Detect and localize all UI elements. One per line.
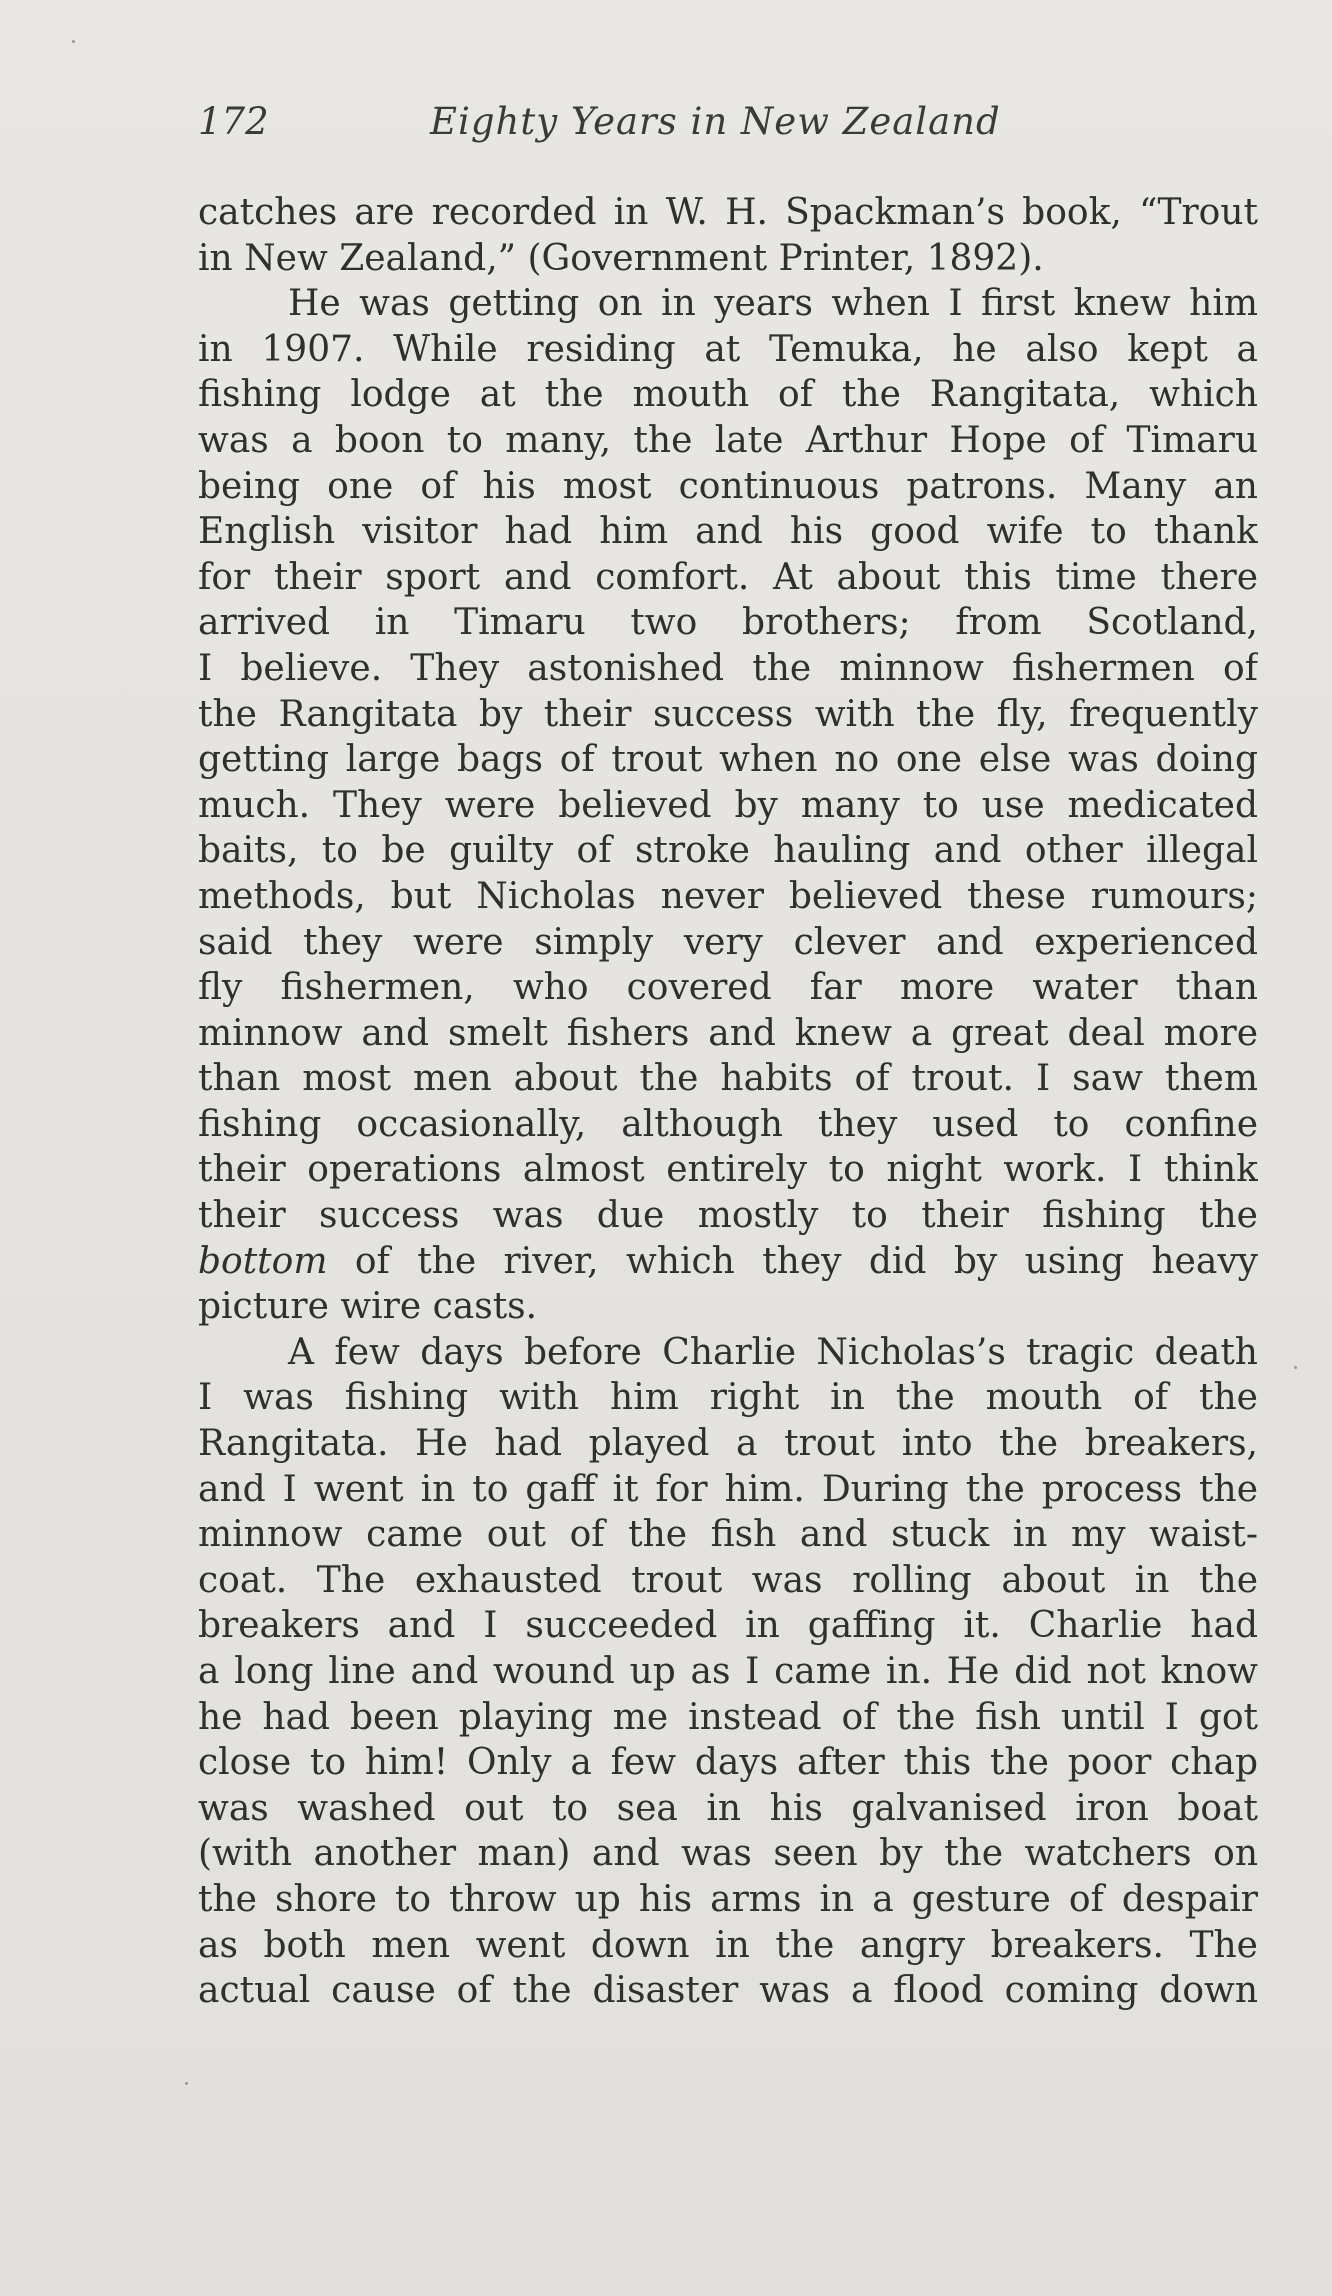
running-head <box>198 100 1258 160</box>
text-line: in New Zealand,” (Government Printer, 1892). <box>198 237 1044 279</box>
running-title: Eighty Years in New Zealand <box>430 100 1001 143</box>
text-line: he had been playing me instead of the fish until I got <box>198 1696 1258 1738</box>
text-line: as both men went down in the angry breakers. The <box>198 1924 1258 1966</box>
text-line: fly fishermen, who covered far more water than <box>198 967 1258 1009</box>
text-line: being one of his most continuous patrons. Many an <box>198 465 1258 507</box>
paper-speck <box>72 40 75 43</box>
text-line: was a boon to many, the late Arthur Hope of Timaru <box>198 419 1258 461</box>
text-line: the Rangitata by their success with the fly, frequently <box>198 693 1258 735</box>
text-line: fishing occasionally, although they used to confine <box>198 1103 1258 1145</box>
text-line: than most men about the habits of trout. I saw them <box>198 1058 1258 1100</box>
text-line: coat. The exhausted trout was rolling about in the <box>198 1559 1258 1601</box>
text-line: bottom of the river, which they did by using heavy <box>198 1240 1258 1282</box>
text-line: close to him! Only a few days after this the poor chap <box>198 1742 1258 1784</box>
text-line-paragraph-start: A few days before Charlie Nicholas’s tragic death <box>288 1331 1258 1373</box>
text-line: was washed out to sea in his galvanised iron boat <box>198 1787 1258 1829</box>
text-line: actual cause of the disaster was a flood coming down <box>198 1970 1258 2012</box>
text-line: minnow came out of the fish and stuck in my waist- <box>198 1514 1258 1556</box>
text-line: Rangitata. He had played a trout into the breakers, <box>198 1423 1258 1465</box>
text-line: in 1907. While residing at Temuka, he also kept a <box>198 328 1258 370</box>
text-line: baits, to be guilty of stroke hauling and other illegal <box>198 830 1258 872</box>
text-line: for their sport and comfort. At about this time there <box>198 556 1258 598</box>
text-line-paragraph-start: He was getting on in years when I first knew him <box>288 283 1258 325</box>
text-line: and I went in to gaff it for him. During the process the <box>198 1468 1258 1510</box>
text-line: picture wire casts. <box>198 1286 538 1328</box>
text-line: I was fishing with him right in the mouth of the <box>198 1377 1258 1419</box>
text-line: fishing lodge at the mouth of the Rangitata, which <box>198 374 1258 416</box>
text-line: arrived in Timaru two brothers; from Scotland, <box>198 602 1258 644</box>
italic-word: bottom <box>198 1240 328 1282</box>
text-line: the shore to throw up his arms in a gesture of despair <box>198 1878 1258 1920</box>
text-line: their operations almost entirely to night work. I think <box>198 1149 1258 1191</box>
text-line: English visitor had him and his good wife to thank <box>198 511 1258 553</box>
paper-speck <box>185 2082 188 2085</box>
body-text <box>198 190 1258 2014</box>
text-line: methods, but Nicholas never believed these rumours; <box>198 875 1258 917</box>
text-line: I believe. They astonished the minnow fishermen of <box>198 647 1258 689</box>
text-line: said they were simply very clever and experienced <box>198 921 1258 963</box>
text-line: catches are recorded in W. H. Spackman’s book, “Trout <box>198 192 1258 233</box>
text-line: getting large bags of trout when no one else was doing <box>198 739 1258 781</box>
text-line: much. They were believed by many to use medicated <box>198 784 1258 826</box>
paper-speck <box>1294 1366 1297 1369</box>
text-line: a long line and wound up as I came in. He did not know <box>198 1651 1258 1692</box>
text-line: (with another man) and was seen by the watchers on <box>198 1833 1258 1875</box>
text-line: their success was due mostly to their fishing the <box>198 1195 1258 1237</box>
text-line: breakers and I succeeded in gaffing it. Charlie had <box>198 1605 1258 1647</box>
text-line: minnow and smelt fishers and knew a great deal more <box>198 1012 1258 1054</box>
page-number: 172 <box>198 100 269 143</box>
